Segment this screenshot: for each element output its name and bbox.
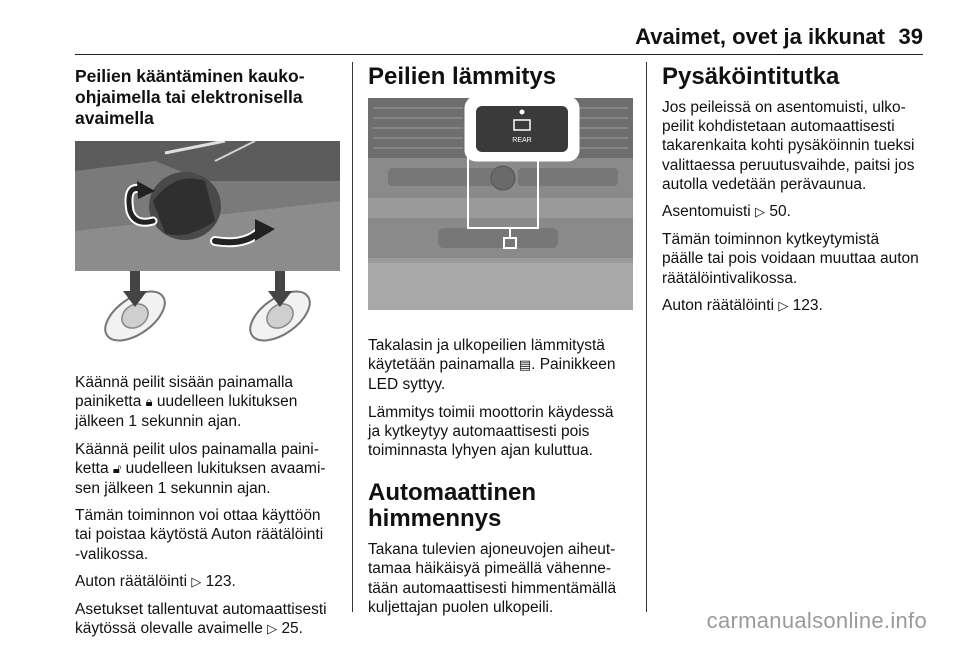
led-indicator xyxy=(520,110,525,115)
paragraph-fold-out: Käännä peilit ulos painamalla paini- ketta 🔓︎ uudelleen lukituksen avaami- sen jälkeen 1 sekunnin ajan. xyxy=(75,440,326,498)
page-reference-icon: ▷ xyxy=(778,298,789,314)
paragraph-heating-operation: Lämmitys toimii moottorin käydessä ja kytkeytyy automaattisesti pois toiminnasta lyhyen ajan kuluttua. xyxy=(368,403,614,460)
paragraph-setting: Tämän toiminnon voi ottaa käyttöön tai poistaa käytöstä Auton räätälöinti -valikossa. xyxy=(75,507,324,563)
paragraph-parking-position: Jos peileissä on asentomuisti, ulko- peilit kohdistetaan automaattisesti takarenkaita kohti pysäköinnin tueksi valittaessa peruutusvaihde, paitsi jos autolla vedetään perävaunua. xyxy=(662,99,915,193)
heading-line: Peilien kääntäminen kauko- xyxy=(75,66,305,86)
section-heading-mirror-folding xyxy=(75,66,340,129)
section-heading-auto-dimming: Automaattinen himmennys xyxy=(368,479,536,533)
section-heading-mirror-heating: Peilien lämmitys xyxy=(368,63,557,90)
column-divider-1 xyxy=(352,62,353,612)
page-reference-icon: ▷ xyxy=(755,205,766,221)
column-3 xyxy=(662,64,930,324)
paragraph-fold-in: Käännä peilit sisään painamalla painiketta 🔒︎ uudelleen lukituksen jälkeen 1 sekunnin ajan. xyxy=(75,374,298,431)
paragraph-function-toggle: Tämän toiminnon kytkeytymistä päälle tai pois voidaan muuttaa auton räätälöintivalikossa. xyxy=(662,231,919,287)
heading-line: ohjaimella tai elektronisella xyxy=(75,87,303,107)
reference-vehicle-personalisation: Auton räätälöinti ▷ 123. xyxy=(662,296,823,314)
heading-line: avaimella xyxy=(75,108,154,128)
lock-icon: 🔒︎ xyxy=(145,395,153,411)
page-header-title: Avaimet, ovet ja ikkunat xyxy=(635,24,885,49)
section-heading-parking-position: Pysäköintitutka xyxy=(662,63,840,90)
column-divider-2 xyxy=(646,62,647,612)
watermark: carmanualsonline.info xyxy=(706,608,927,633)
reference-memory-settings: Asentomuisti ▷ 50. xyxy=(662,203,791,221)
reference-vehicle-personalisation: Auton räätälöinti ▷ 123. xyxy=(75,572,236,590)
page-number: 39 xyxy=(898,24,923,49)
heated-mirror-button-illustration xyxy=(368,98,633,310)
rear-button-label: REAR xyxy=(512,137,532,144)
column-1 xyxy=(75,64,340,647)
page-reference-icon: ▷ xyxy=(191,574,202,590)
column-2 xyxy=(368,64,633,625)
unlock-icon: 🔓︎ xyxy=(112,461,122,477)
paragraph-settings-saved: Asetukset tallentuvat automaattisesti käytössä olevalle avaimelle ▷ 25. xyxy=(75,601,327,638)
header-rule xyxy=(75,54,923,55)
page-reference-icon: ▷ xyxy=(267,622,278,638)
mirror-folding-illustration xyxy=(75,141,340,351)
paragraph-heating-use: Takalasin ja ulkopeilien lämmitystä käytetään painamalla ▤. Painikkeen LED syttyy. xyxy=(368,337,616,394)
paragraph-auto-dimming: Takana tulevien ajoneuvojen aiheut- tamaa häikäisyä pimeällä vähenne- tään automaattisesti himmentämällä kuljettajan puolen ulkopeili. xyxy=(368,541,617,616)
rear-window-heater-icon: ▤ xyxy=(518,358,532,374)
